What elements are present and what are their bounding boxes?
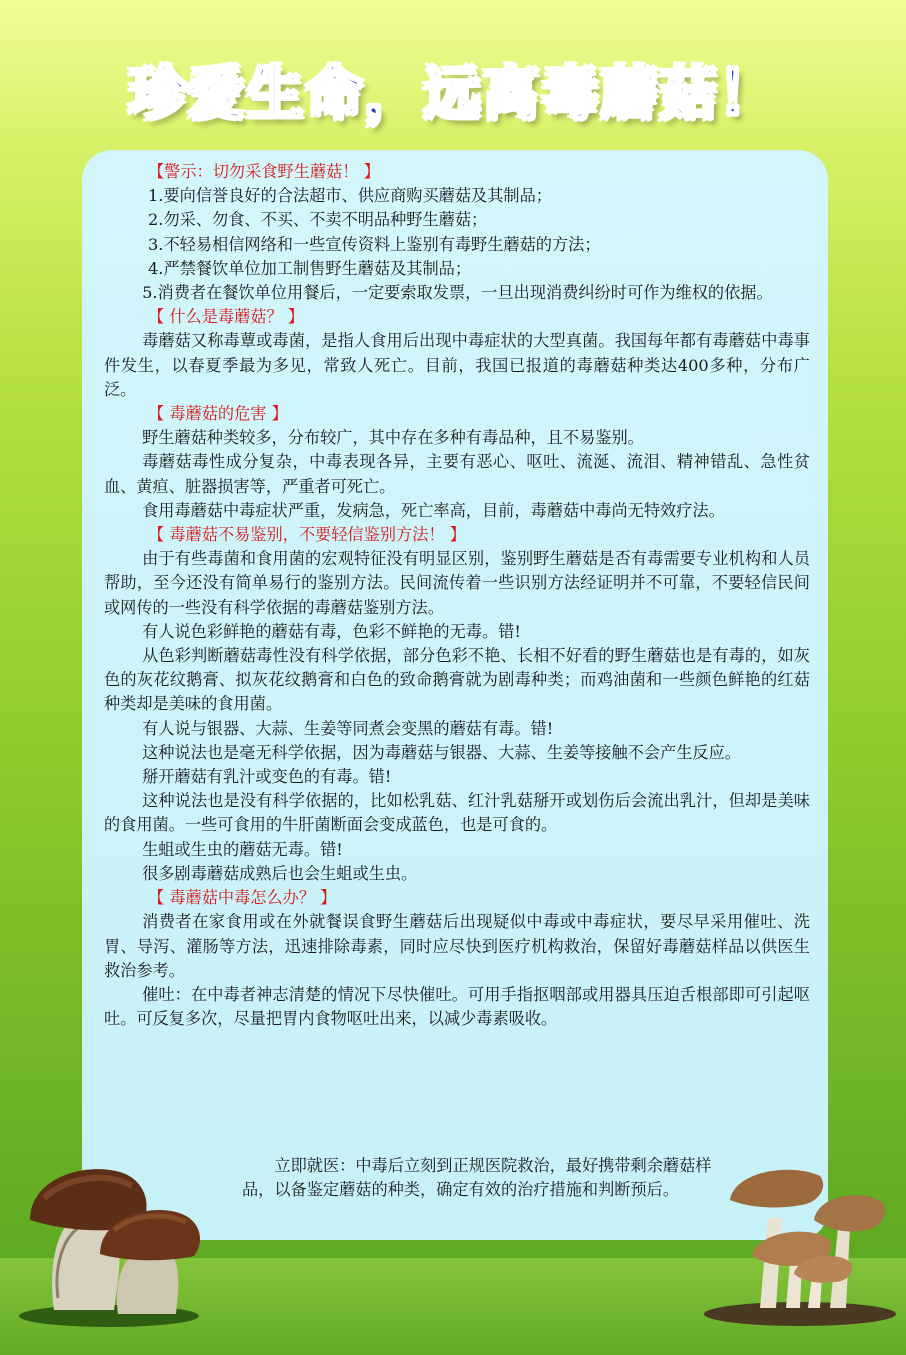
warning-item: 2.勿采、勿食、不买、不卖不明品种野生蘑菇； xyxy=(148,210,488,230)
identify-fact: 这种说法也是没有科学依据的，比如松乳菇、红汁乳菇掰开或划伤后会流出乳汁，但却是美味的食用菌。一些可食用的牛肝菌断面会变成蓝色，也是可食的。 xyxy=(104,791,810,835)
seek-medical-help-paragraph: 立即就医：中毒后立刻到正规医院救治，最好携带剩余蘑菇样品，以备鉴定蘑菇的种类，确定有效的治疗措施和判断预后。 xyxy=(242,1156,712,1200)
page-title: 珍爱生命，远离毒蘑菇！ xyxy=(128,61,778,127)
section-heading-poisoning: 【 毒蘑菇中毒怎么办？ 】 xyxy=(148,888,337,908)
poisoning-paragraph: 催吐：在中毒者神志清楚的情况下尽快催吐。可用手指抠咽部或用器具压迫舌根部即可引起呕吐。可反复多次，尽量把胃内食物呕吐出来，以减少毒素吸收。 xyxy=(104,984,810,1029)
brown-cap-mushroom-group-icon xyxy=(690,1158,900,1328)
identify-fact: 很多剧毒蘑菇成熟后也会生蛆或生虫。 xyxy=(142,863,418,883)
section-heading-what: 【 什么是毒蘑菇？ 】 xyxy=(148,307,304,327)
poisoning-paragraph: 消费者在家食用或在外就餐误食野生蘑菇后出现疑似中毒或中毒症状，要尽早采用催吐、洗胃、导泻、灌肠等方法，迅速排除毒素，同时应尽快到医疗机构救治，保留好毒蘑菇样品以供医生救治参考。 xyxy=(104,912,810,980)
section-heading-harm: 【 毒蘑菇的危害 】 xyxy=(148,404,288,424)
warning-item: 4.严禁餐饮单位加工制售野生蘑菇及其制品； xyxy=(148,258,472,278)
identify-myth: 有人说与银器、大蒜、生姜等同煮会变黑的蘑菇有毒。错! xyxy=(142,718,554,738)
identify-paragraph: 由于有些毒菌和食用菌的宏观特征没有明显区别，鉴别野生蘑菇是否有毒需要专业机构和人员帮助，至今还没有简单易行的鉴别方法。民间流传着一些识别方法经证明并不可靠，不要轻信民间或网传的一些没有科学依据的毒蘑菇鉴别方法。 xyxy=(104,549,810,617)
content-body xyxy=(104,160,810,1031)
cap-1 xyxy=(730,1170,823,1208)
identify-myth: 掰开蘑菇有乳汁或变色的有毒。错! xyxy=(142,767,392,787)
section-heading-warning: 【警示：切勿采食野生蘑菇！ 】 xyxy=(148,162,380,181)
section-heading-identify: 【 毒蘑菇不易鉴别，不要轻信鉴别方法！ 】 xyxy=(148,525,466,545)
cap-2 xyxy=(814,1195,885,1231)
warning-item: 3.不轻易相信网络和一些宣传资料上鉴别有毒野生蘑菇的方法； xyxy=(148,234,601,254)
identify-fact: 从色彩判断蘑菇毒性没有科学依据，部分色彩不艳、长相不好看的野生蘑菇也是有毒的，如灰色的灰花纹鹅膏、拟灰花纹鹅膏和白色的致命鹅膏就为剧毒种类；而鸡油菌和一些颜色鲜艳的红菇种类却是美味的食用菌。 xyxy=(104,646,810,714)
seek-medical-help-block xyxy=(242,1154,712,1202)
what-paragraph: 毒蘑菇又称毒蕈或毒菌，是指人食用后出现中毒症状的大型真菌。我国每年都有毒蘑菇中毒事件发生，以春夏季最为多见，常致人死亡。目前，我国已报道的毒蘑菇种类达400多种，分布广泛。 xyxy=(104,331,810,399)
identify-myth: 生蛆或生虫的蘑菇无毒。错! xyxy=(142,839,343,859)
porcini-mushroom-group-icon xyxy=(14,1158,204,1328)
identify-fact: 这种说法也是毫无科学依据，因为毒蘑菇与银器、大蒜、生姜等接触不会产生反应。 xyxy=(142,742,741,762)
harm-paragraph: 食用毒蘑菇中毒症状严重，发病急，死亡率高，目前，毒蘑菇中毒尚无特效疗法。 xyxy=(142,500,725,520)
warning-item: 5.消费者在餐饮单位用餐后，一定要索取发票，一旦出现消费纠纷时可作为维权的依据。 xyxy=(142,283,773,303)
warning-item: 1.要向信誉良好的合法超市、供应商购买蘑菇及其制品； xyxy=(148,186,552,206)
identify-myth: 有人说色彩鲜艳的蘑菇有毒，色彩不鲜艳的无毒。错! xyxy=(142,621,521,641)
harm-paragraph: 野生蘑菇种类较多，分布较广，其中存在多种有毒品种，且不易鉴别。 xyxy=(142,428,644,448)
harm-paragraph: 毒蘑菇毒性成分复杂，中毒表现各异，主要有恶心、呕吐、流涎、流泪、精神错乱、急性贫血、黄疸、脏器损害等，严重者可死亡。 xyxy=(104,452,810,496)
